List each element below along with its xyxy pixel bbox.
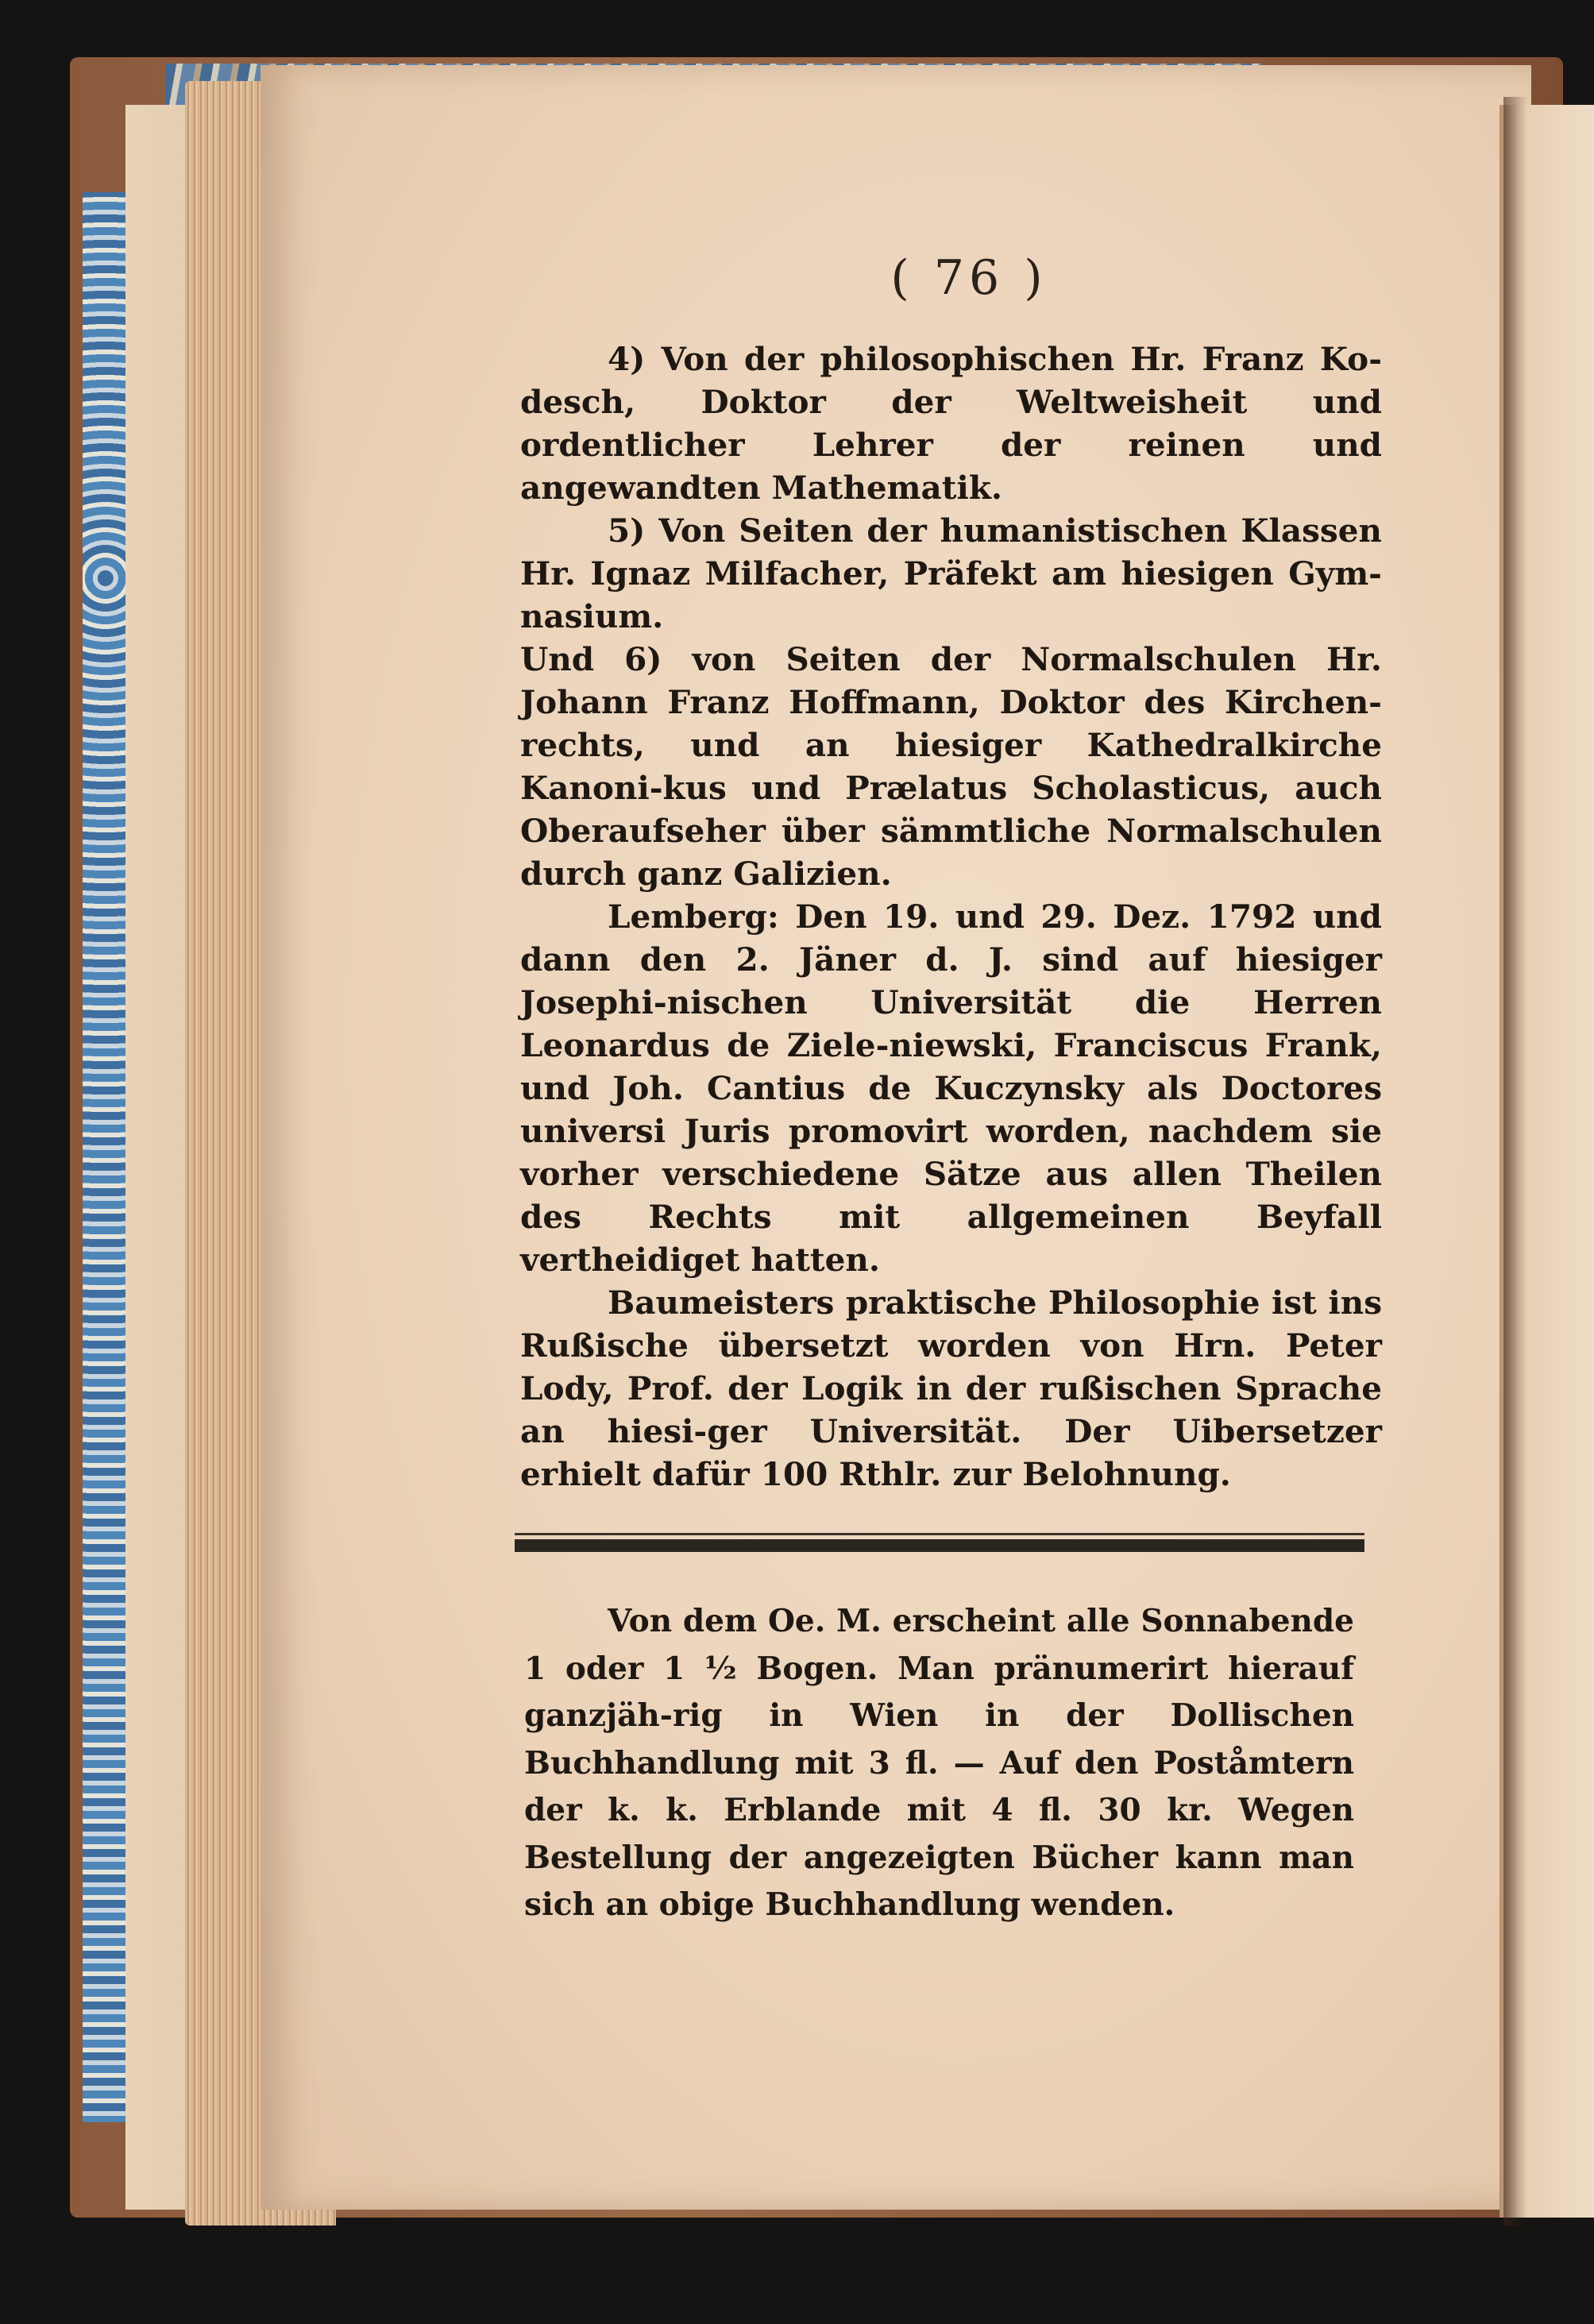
subscription-notice [524,1598,1354,1929]
paragraph-3: Und 6) von Seiten der Normalschulen Hr. Johann Franz Hoffmann, Doktor des Kirchen-rechts, und an hiesiger Kathedralkirche Kanoni-kus und Prælatus Scholasticus, auch Oberaufseher über sämmtliche Normalschulen durch ganz Galizien. [520,640,1382,893]
divider-rule [515,1539,1364,1552]
paragraph-4: Lemberg: Den 19. und 29. Dez. 1792 und dann den 2. Jäner d. J. sind auf hiesiger Josephi-nischen Universität die Herren Leonardus de Ziele-niewski, Franciscus Frank, und Joh. Cantius de Kuczynsky als Doctores universi Juris promovirt worden, nachdem sie vorher verschiedene Sätze aus allen Theilen des Rechts mit allgemeinen Beyfall vertheidiget hatten. [520,898,1382,1279]
notice-paragraph: Von dem Oe. M. erscheint alle Sonnabende 1 oder 1 ½ Bogen. Man pränumerirt hierauf ganzjäh-rig in Wien in der Dollischen Buchhandlung mit 3 fl. — Auf den Poståmtern der k. k. Erblande mit 4 fl. 30 kr. Wegen Bestellung der angezeigten Bücher kann man sich an obige Buchhandlung wenden. [524,1603,1354,1923]
paragraph-1: 4) Von der philosophischen Hr. Franz Ko-desch, Doktor der Weltweisheit und ordentlicher Lehrer der reinen und angewandten Mathematik. [520,340,1382,507]
main-text [520,338,1382,1496]
gutter-shadow [1503,97,1527,2226]
page-number: ( 76 ) [890,250,1048,306]
divider-thin-rule [515,1533,1364,1535]
paragraph-2: 5) Von Seiten der humanistischen Klassen Hr. Ignaz Milfacher, Präfekt am hiesigen Gym-nasium. [520,512,1382,635]
paragraph-5: Baumeisters praktische Philosophie ist ins Rußische übersetzt worden von Hrn. Peter Lody, Prof. der Logik in der rußischen Sprache an hiesi-ger Universität. Der Uibersetzer erhielt dafür 100 Rthlr. zur Belohnung. [520,1284,1382,1493]
